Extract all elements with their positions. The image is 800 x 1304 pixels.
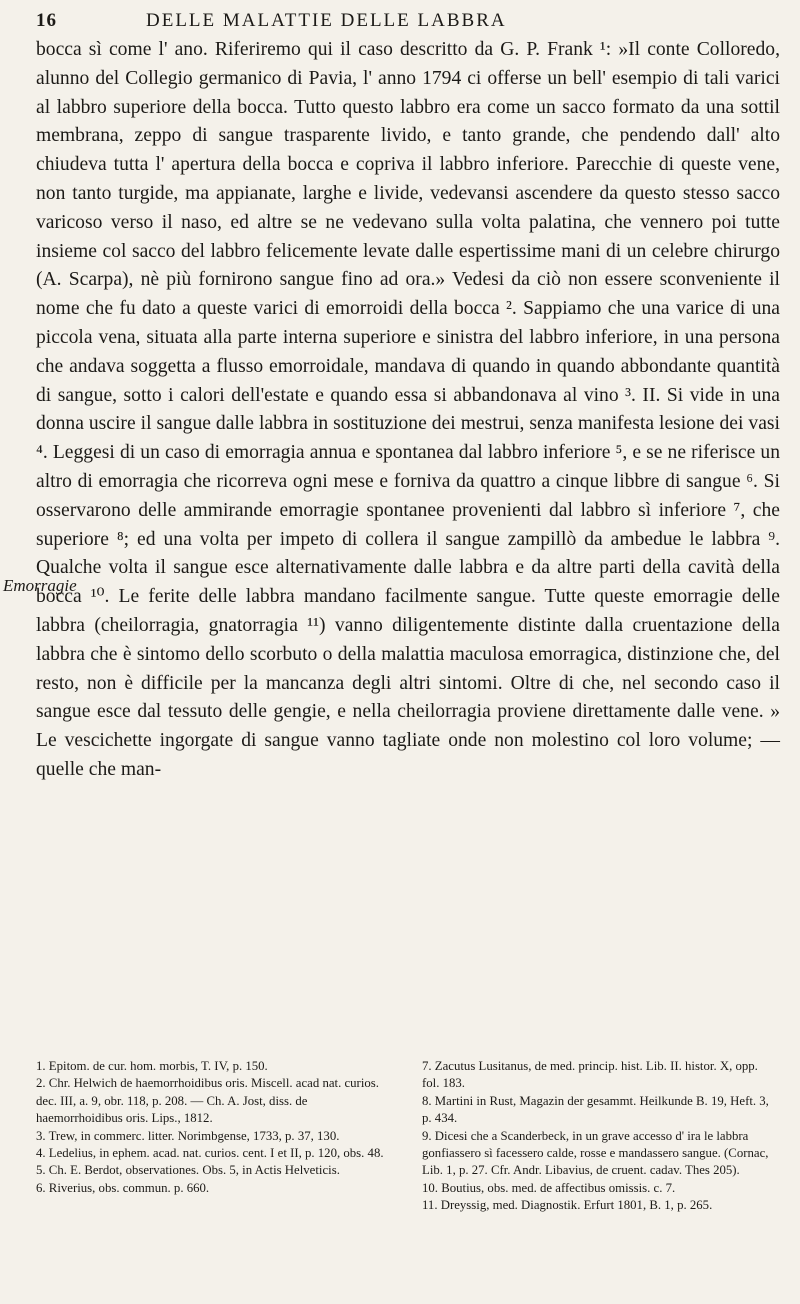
footnote: 6. Riverius, obs. commun. p. 660. — [36, 1180, 210, 1195]
footnotes-right-column — [422, 1058, 774, 1215]
footnote: 7. Zacutus Lusitanus, de med. princip. hist. Lib. II. histor. X, opp. fol. 183. — [422, 1059, 758, 1091]
footnote: 4. Ledelius, in ephem. acad. nat. curios. cent. I et II, p. 120, obs. 48. — [36, 1146, 384, 1161]
body-paragraph: bocca sì come l' ano. Riferiremo qui il caso descritto da G. P. Frank ¹: »Il conte Colloredo, alunno del Collegio germanico di Pavia, l' anno 1794 ci offerse un bell' esempio di tali varici al labbro superiore della bocca. Tutto questo labbro era come un sacco formato da una sottil membrana, zeppo di sangue trasparente livido, e tanto grande, che pendendo dall' alto chiudeva tutta l' apertura della bocca e copriva il labbro inferiore. Parecchie di queste vene, non tanto turgide, ma appianate, larghe e livide, vedevansi ascendere da questo stesso sacco varicoso verso il naso, ed altre se ne vedevano sulla volta palatina, che vennero poi tutte insieme col sacco del labbro felicemente levate dalle espertissime mani di un celebre chirurgo (A. Scarpa), nè più fornirono sangue fino ad ora.» Vedesi da ciò non essere sconveniente il nome che fu dato a queste varici di emorroidi della bocca ². Sappiamo che una varice di una piccola vena, situata alla parte interna superiore e sinistra del labbro inferiore, in una persona che andava soggetta a flusso emorroidale, mandava di quando in quando abbondante quantità di sangue, sotto i calori dell'estate e quando essa si abbandonava al vino ³. II. Si vide in una donna uscire il sangue dalle labbra in sostituzione dei mestrui, senza manifesta lesione dei vasi ⁴. Leggesi di un caso di emorragia annua e spontanea dal labbro inferiore ⁵, e se ne riferisce un altro di emorragia che ricorreva ogni mese e forniva da quattro a cinque libbre di sangue ⁶. Si osservarono delle ammirande emorragie spontanee provenienti dal labbro sì inferiore ⁷, che superiore ⁸; ed una volta per impeto di collera il sangue zampillò da ambedue le labbra ⁹. Qualche volta il sangue esce alternativamente dalle labbra e da altre parti della cavità della bocca ¹⁰. Le ferite delle labbra mandano facilmente sangue. Tutte queste emorragie delle labbra (cheilorragia, gnatorragia ¹¹) vanno diligentemente distinte dalla cruentazione della labbra che è sintomo dello scorbuto o della malattia maculosa emorragica, distinzione che, del resto, non è difficile per la mancanza degli altri sintomi. Oltre di che, nel secondo caso il sangue esce dal tessuto delle gengie, e nella cheilorragia proviene direttamente dalle vene. » Le vescichette ingorgate di sangue vanno tagliate onde non molestino col loro volume; — quelle che man- — [36, 39, 780, 780]
footnotes-left-column — [36, 1058, 388, 1197]
footnote: 10. Boutius, obs. med. de affectibus omissis. c. 7. — [422, 1180, 676, 1195]
footnote: 9. Dicesi che a Scanderbeck, in un grave accesso d' ira le labbra gonfiassero sì facessero calde, rosse e mandassero sangue. (Cornac, Lib. 1, p. 27. Cfr. Andr. Libavius, de cruent. cadav. Thes 205). — [422, 1128, 769, 1178]
page-header — [36, 10, 776, 38]
footnote: 5. Ch. E. Berdot, observationes. Obs. 5, in Actis Helveticis. — [36, 1163, 340, 1178]
footnote: 8. Martini in Rust, Magazin der gesammt. Heilkunde B. 19, Heft. 3, p. 434. — [422, 1093, 769, 1126]
running-title: DELLE MALATTIE DELLE LABBRA — [146, 10, 507, 31]
footnote: 1. Epitom. de cur. hom. morbis, T. IV, p. 150. — [36, 1059, 268, 1073]
body-text — [36, 36, 780, 785]
footnote: 11. Dreyssig, med. Diagnostik. Erfurt 1801, B. 1, p. 265. — [422, 1198, 713, 1213]
footnotes — [36, 1058, 780, 1294]
footnote: 2. Chr. Helwich de haemorrhoidibus oris. Miscell. acad nat. curios. dec. III, a. 9, obr. 118, p. 208. — Ch. A. Jost, diss. de haemorrhoidibus oris. Lips., 1812. — [36, 1076, 379, 1126]
page-number: 16 — [36, 10, 57, 31]
footnote: 3. Trew, in commerc. litter. Norimbgense, 1733, p. 37, 130. — [36, 1128, 340, 1143]
margin-note: Emorragie — [3, 576, 77, 595]
